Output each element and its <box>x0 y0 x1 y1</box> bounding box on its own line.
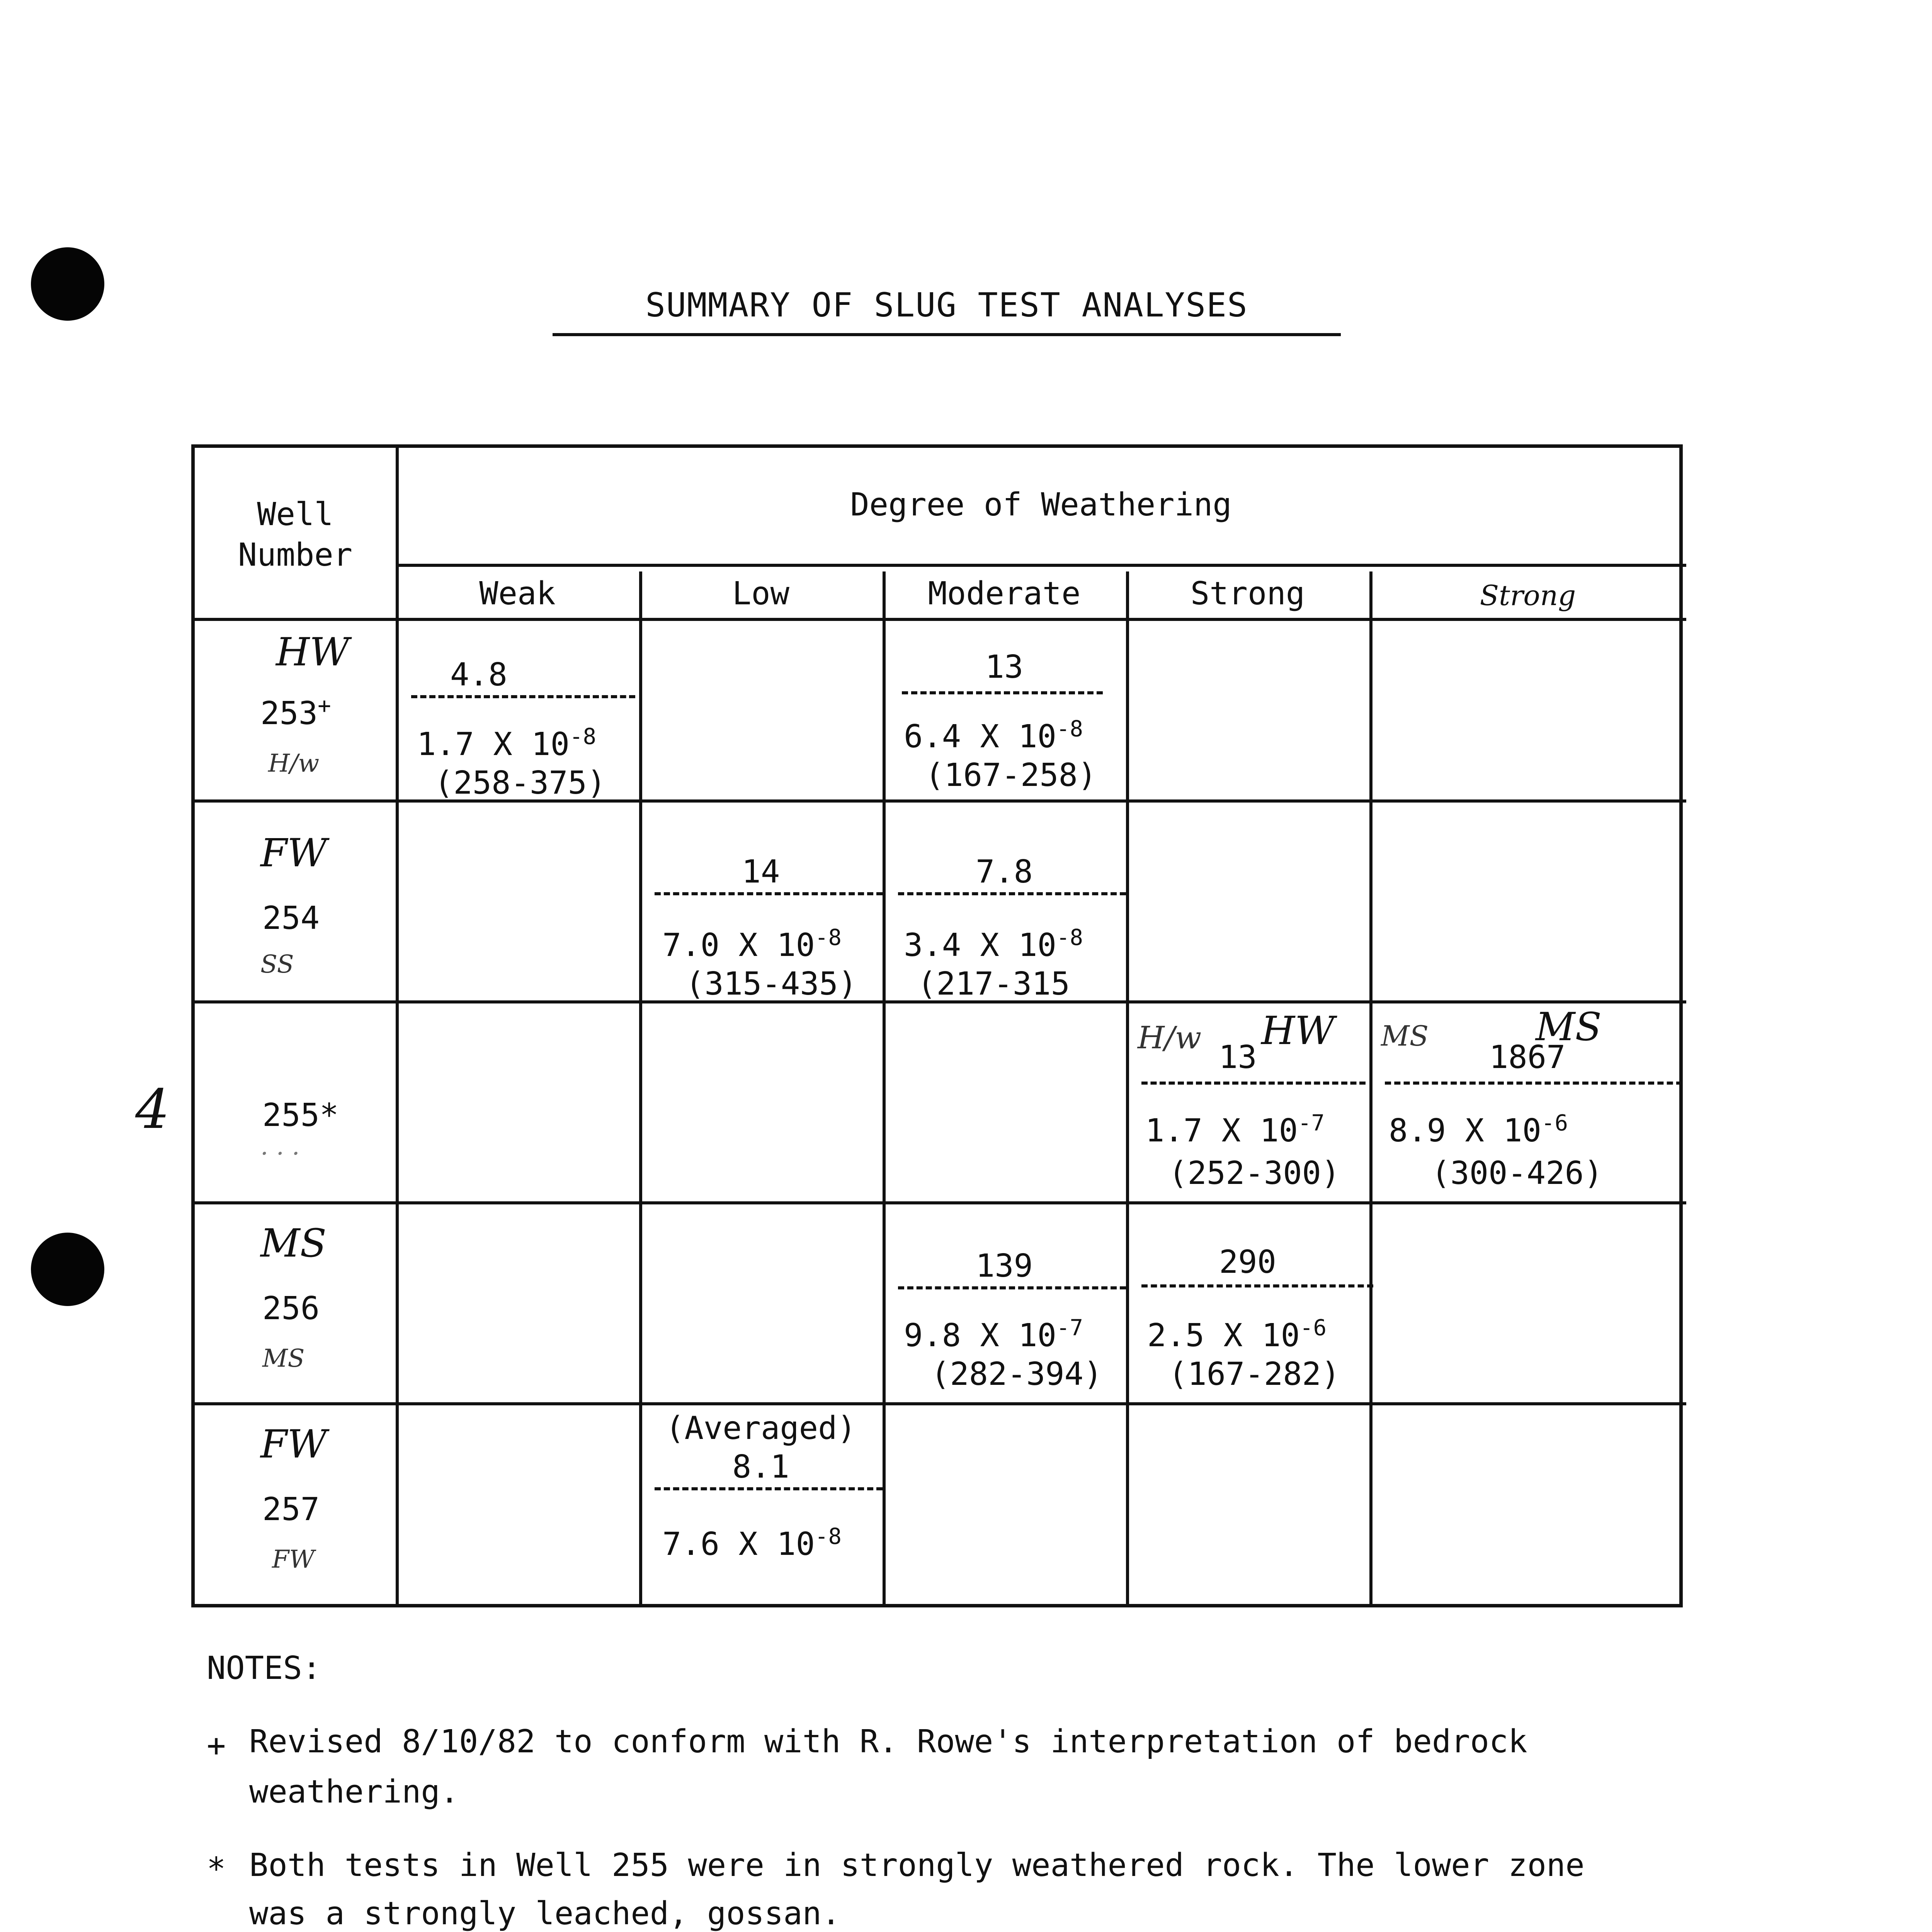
well-256-moderate-interval: (282-394) <box>931 1356 1103 1393</box>
well-254-hand-bottom: SS <box>260 950 294 979</box>
header-strong-2: Strong <box>1480 579 1576 612</box>
margin-hand-mark: 4 <box>135 1078 170 1141</box>
well-253-weak-transmissivity: 4.8 <box>450 656 508 693</box>
well-256-moderate-transmissivity: 139 <box>975 1248 1033 1284</box>
well-256-strong1-transmissivity: 290 <box>1219 1244 1277 1281</box>
note-revised-line-1: Revised 8/10/82 to conform with R. Rowe's interpretation of bedrock <box>249 1723 1527 1760</box>
well-255-strong1-hand-right: HW <box>1261 1008 1335 1053</box>
divider-header <box>195 618 1686 621</box>
well-255-hand-bottom: · · · <box>260 1139 300 1168</box>
well-253-weak-dash <box>411 695 635 698</box>
well-254-moderate-transmissivity: 7.8 <box>975 854 1033 890</box>
well-255-strong2-dash <box>1385 1082 1682 1085</box>
note-well-255-line-2: was a strongly leached, gossan. <box>249 1895 841 1932</box>
well-255-strong2-permeability: 8.9 X $10^{-6}$ <box>1389 1110 1568 1149</box>
well-254-low-interval: (315-435) <box>685 966 857 1002</box>
well-253-number: 253+ <box>260 692 331 732</box>
divider-moderate-strong <box>1126 571 1129 1607</box>
well-254-moderate-dash <box>898 892 1126 895</box>
well-253-moderate-permeability: 6.4 X $10^{-8}$ <box>904 716 1083 755</box>
well-254-low-transmissivity: 14 <box>742 854 780 890</box>
header-degree-of-weathering: Degree of Weathering <box>850 486 1232 523</box>
divider-low-moderate <box>883 571 886 1607</box>
note-well-255-line-1: Both tests in Well 255 were in strongly weathered rock. The lower zone <box>249 1847 1585 1884</box>
well-256-hand-bottom: MS <box>262 1344 305 1373</box>
well-253-hand-top: HW <box>276 629 349 675</box>
header-low: Low <box>732 575 790 612</box>
header-strong-1: Strong <box>1190 575 1305 612</box>
divider-row-256 <box>195 1402 1686 1405</box>
well-257-low-dash <box>655 1487 883 1490</box>
note-well-255-symbol: * <box>207 1851 226 1888</box>
divider-well <box>396 448 399 1607</box>
well-256-moderate-dash <box>898 1286 1126 1289</box>
title-underline <box>553 333 1341 336</box>
divider-group-header <box>396 564 1686 567</box>
summary-table <box>191 444 1683 1607</box>
notes-heading: NOTES: <box>207 1650 321 1687</box>
well-255-number: 255* <box>262 1097 339 1134</box>
divider-row-253 <box>195 799 1686 803</box>
well-256-hand-top: MS <box>260 1221 327 1266</box>
well-253-moderate-interval: (167-258) <box>925 757 1097 794</box>
well-254-moderate-permeability: 3.4 X $10^{-8}$ <box>904 924 1083 964</box>
note-revised-line-2: weathering. <box>249 1774 459 1810</box>
header-weak: Weak <box>479 575 556 612</box>
well-255-strong1-dash <box>1141 1082 1366 1085</box>
well-257-low-transmissivity: 8.1 <box>732 1449 790 1485</box>
well-257-low-note: (Averaged) <box>665 1410 856 1447</box>
note-revised-symbol: + <box>207 1727 226 1764</box>
well-255-strong2-transmissivity: 1867 <box>1489 1039 1566 1076</box>
well-254-moderate-interval: (217-315 <box>917 966 1070 1002</box>
well-254-hand-top: FW <box>260 830 327 876</box>
well-253-moderate-transmissivity: 13 <box>985 649 1024 685</box>
well-255-strong1-permeability: 1.7 X $10^{-7}$ <box>1145 1110 1325 1149</box>
well-255-strong2-hand-right: MS <box>1536 1004 1602 1049</box>
header-moderate: Moderate <box>928 575 1081 612</box>
well-253-weak-permeability: 1.7 X $10^{-8}$ <box>417 723 597 763</box>
well-254-number: 254 <box>262 900 320 937</box>
well-254-low-permeability: 7.0 X $10^{-8}$ <box>662 924 842 964</box>
well-257-hand-bottom: FW <box>272 1545 315 1574</box>
well-255-strong2-hand-left: MS <box>1381 1020 1429 1052</box>
well-257-hand-top: FW <box>260 1422 327 1467</box>
well-253-moderate-dash <box>902 691 1103 694</box>
well-257-low-permeability: 7.6 X $10^{-8}$ <box>662 1523 842 1563</box>
well-255-strong1-interval: (252-300) <box>1168 1155 1340 1192</box>
well-256-number: 256 <box>262 1290 320 1327</box>
well-254-low-dash <box>655 892 883 895</box>
divider-strong-strong <box>1369 571 1372 1607</box>
punch-hole-middle <box>31 1233 104 1306</box>
punch-hole-top <box>31 247 104 321</box>
well-256-strong1-interval: (167-282) <box>1168 1356 1340 1393</box>
well-256-strong1-dash <box>1141 1284 1373 1287</box>
well-255-strong1-hand-left: H/w <box>1138 1020 1202 1056</box>
well-257-number: 257 <box>262 1491 320 1528</box>
well-255-strong1-transmissivity: 13 <box>1219 1039 1257 1076</box>
divider-row-255 <box>195 1201 1686 1204</box>
well-256-moderate-permeability: 9.8 X $10^{-7}$ <box>904 1315 1083 1354</box>
well-256-strong1-permeability: 2.5 X $10^{-6}$ <box>1147 1315 1327 1354</box>
well-255-strong2-interval: (300-426) <box>1431 1155 1603 1192</box>
page-title: SUMMARY OF SLUG TEST ANALYSES <box>645 286 1248 325</box>
well-253-weak-interval: (258-375) <box>434 765 606 801</box>
header-well-number: Well Number <box>238 496 353 573</box>
well-253-hand-bottom: H/w <box>268 749 320 778</box>
